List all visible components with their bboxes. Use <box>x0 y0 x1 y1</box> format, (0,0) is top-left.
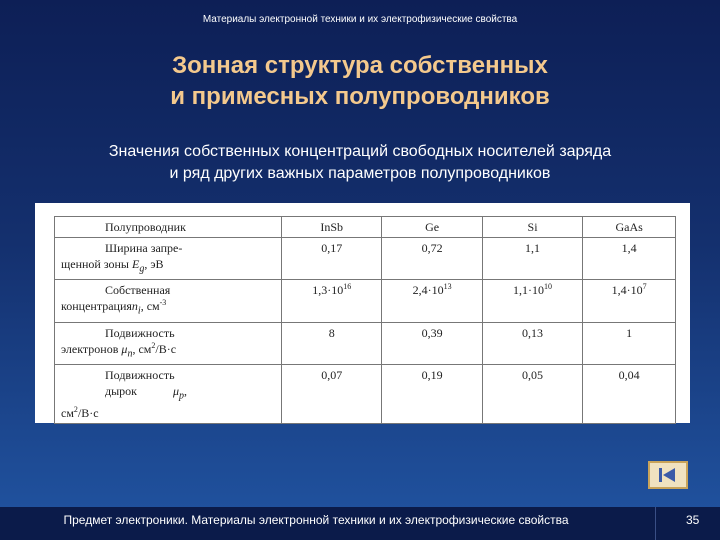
value-exponent: 7 <box>642 282 647 292</box>
unit-tail: /В·с <box>155 341 177 356</box>
value-exponent: 13 <box>443 282 452 292</box>
row-label-line: электронов <box>61 341 119 356</box>
unit: , см <box>140 299 160 314</box>
row-label-text: дырок <box>105 384 137 399</box>
value-base: 1,3·10 <box>312 283 344 298</box>
title-line-1: Зонная структура собственных <box>172 52 548 79</box>
subtitle-line-1: Значения собственных концентраций свободных носителей заряда <box>108 143 612 160</box>
table-cell: 1,1 <box>482 238 582 280</box>
row-label-line: Подвижность <box>105 368 175 383</box>
table-cell: 0,19 <box>382 365 482 423</box>
slide-subtitle <box>0 141 720 185</box>
row-label-line: Ширина запре- <box>105 241 183 255</box>
table-cell: 0,04 <box>583 365 676 423</box>
symbol-subscript: p <box>179 390 185 402</box>
table-cell: 8 <box>282 322 382 364</box>
symbol: E <box>132 257 140 271</box>
table-row <box>55 280 676 322</box>
symbol: n <box>131 299 138 314</box>
table-cell <box>382 280 482 322</box>
row-label <box>55 322 282 364</box>
table-cell: 0,13 <box>482 322 582 364</box>
value-exponent: 16 <box>343 282 352 292</box>
first-slide-button[interactable] <box>648 461 688 489</box>
table-cell: 1,4 <box>583 238 676 280</box>
row-label-line: Собственная <box>105 283 171 298</box>
row-label-line: дырок $\mu_p$, <box>105 384 188 402</box>
row-label-line: щенной зоны <box>61 257 129 271</box>
unit-exponent: 2 <box>73 404 78 414</box>
column-header: Si <box>482 217 582 238</box>
unit: см <box>61 405 74 420</box>
symbol-subscript: n <box>127 348 133 360</box>
symbol: μ <box>121 341 128 356</box>
row-label <box>55 238 282 280</box>
unit-exponent: 2 <box>151 340 156 350</box>
unit-tail: /В·с <box>77 405 99 420</box>
row-label-line: Подвижность <box>105 325 175 340</box>
slide-title <box>0 50 720 112</box>
table-row <box>55 322 676 364</box>
table-cell: 1 <box>583 322 676 364</box>
unit: , эВ <box>144 257 164 271</box>
first-slide-icon <box>657 467 679 483</box>
unit-exponent: -3 <box>159 298 167 308</box>
table-cell: 0,39 <box>382 322 482 364</box>
unit: , см <box>132 341 152 356</box>
table-cell <box>583 280 676 322</box>
column-header: InSb <box>282 217 382 238</box>
parameters-table <box>54 216 676 424</box>
table-cell <box>482 280 582 322</box>
symbol-subscript: i <box>137 305 141 317</box>
row-label <box>55 365 282 423</box>
title-line-2: и примесных полупроводников <box>170 83 550 110</box>
table-header-row <box>55 217 676 238</box>
table-cell: 0,72 <box>382 238 482 280</box>
row-label-line: концентрация <box>61 299 132 314</box>
table-row <box>55 238 676 280</box>
table-cell: 0,05 <box>482 365 582 423</box>
column-header: GaAs <box>583 217 676 238</box>
table-cell: 0,17 <box>282 238 382 280</box>
table-row <box>55 365 676 423</box>
value-base: 1,1·10 <box>513 283 545 298</box>
subtitle-line-2: и ряд других важных параметров полупроводников <box>169 165 551 182</box>
footer-text: Предмет электроники. Материалы электронной техники и их электрофизические свойства <box>63 513 569 527</box>
column-header: Ge <box>382 217 482 238</box>
page-number: 35 <box>686 513 700 527</box>
table-cell: 0,07 <box>282 365 382 423</box>
table-cell <box>282 280 382 322</box>
value-exponent: 10 <box>544 282 553 292</box>
column-header: Полупроводник <box>55 217 282 238</box>
footer-divider <box>655 507 656 540</box>
value-base: 1,4·10 <box>611 283 643 298</box>
table-panel <box>35 203 690 423</box>
slide-header: Материалы электронной техники и их электрофизические свойства <box>202 14 518 25</box>
symbol: μ <box>173 384 180 399</box>
value-base: 2,4·10 <box>412 283 444 298</box>
symbol-subscript: g <box>139 263 145 275</box>
row-label <box>55 280 282 322</box>
